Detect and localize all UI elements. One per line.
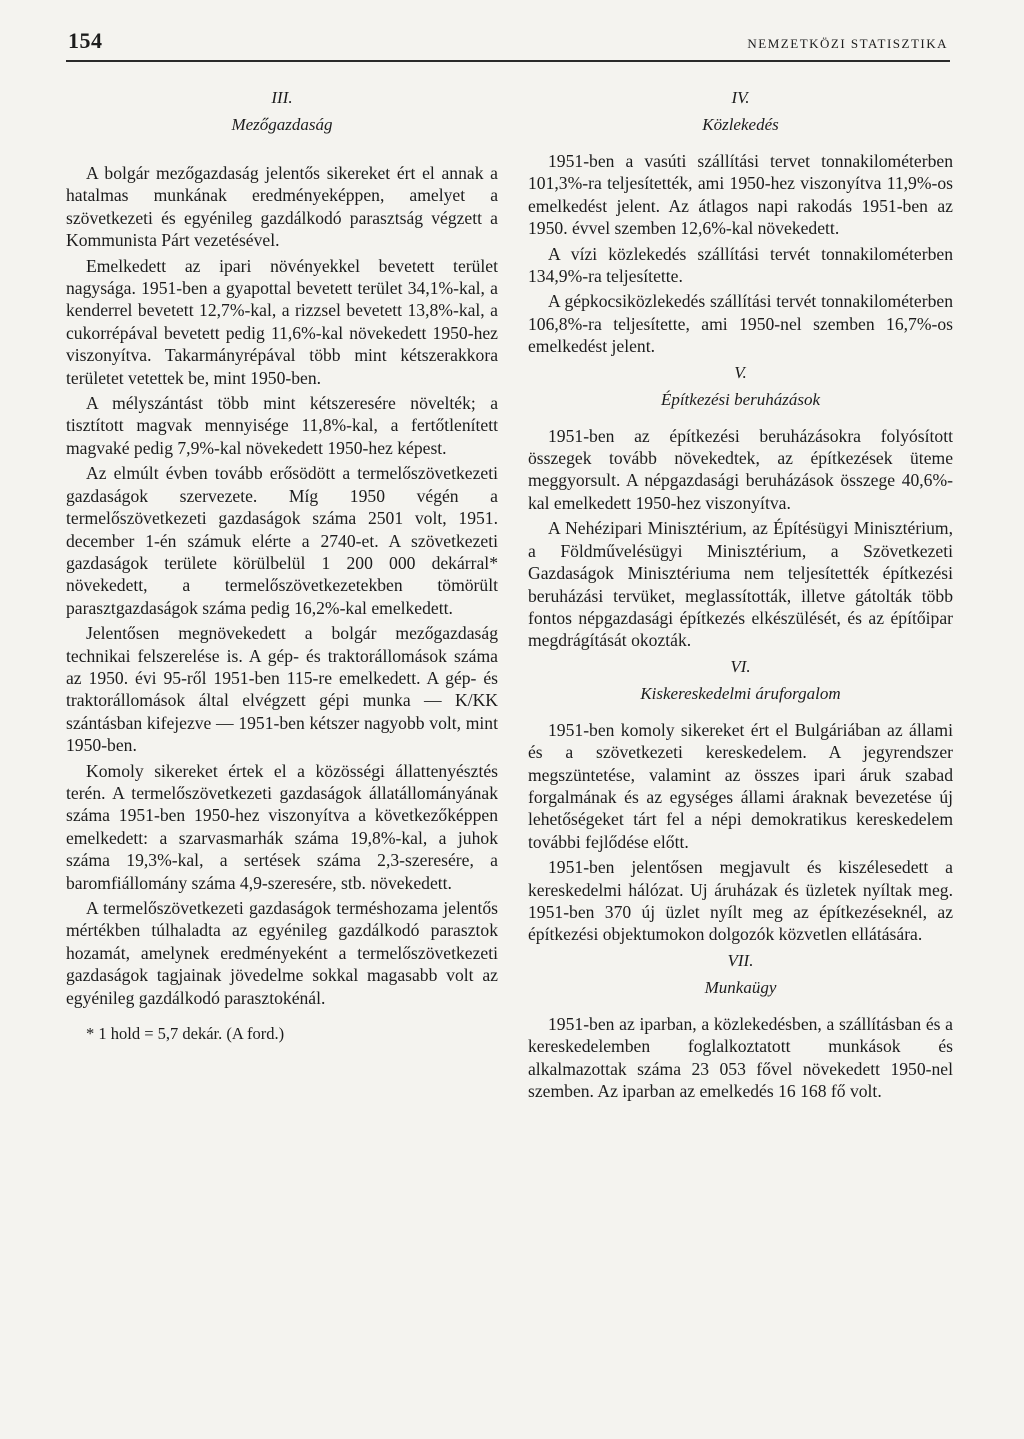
page-header xyxy=(68,28,948,60)
paragraph: A termelőszövetkezeti gazdaságok terméshozama jelentős mértékben túlhaladta az egyénileg gazdálkodó parasztok hozamát, amelynek eredményeként a termelőszövetkezeti gazdaságok tagjainak jövedelme sokkal magasabb volt az egyénileg gazdálkodó parasztokénál. xyxy=(66,898,498,1008)
right-column xyxy=(528,86,953,1105)
section-title: Kiskereskedelmi áruforgalom xyxy=(640,683,841,703)
paragraph: A vízi közlekedés szállítási tervét tonnakilométerben 134,9%-ra teljesítette. xyxy=(528,243,953,287)
running-title: NEMZETKÖZI STATISZTIKA xyxy=(747,36,948,51)
paragraph: A gépkocsiközlekedés szállítási tervét tonnakilométerben 106,8%-ra teljesítette, ami 1950-nel szemben 16,7%-os emelkedést jelent. xyxy=(528,291,953,357)
paragraph: 1951-ben jelentősen megjavult és kiszélesedett a kereskedelmi hálózat. Uj áruházak és üzletek nyíltak meg. 1951-ben 370 új üzlet nyílt meg az építkezéseknél, az építkezési objektumokon dolgozók közvetlen ellátására. xyxy=(528,857,953,945)
section-number: V. xyxy=(734,362,747,382)
section-title: Közlekedés xyxy=(702,115,779,134)
paragraph: Emelkedett az ipari növényekkel bevetett terület nagysága. 1951-ben a gyapottal bevetett terület 34,1%-kal, a kenderrel bevetett 12,7%-kal, a rizzsel bevetett 13,8%-kal, a cukorrépával bevetett pedig 11,6%-kal növekedett 1950-hez viszonyítva. Takarmányrépával több mint kétszerakkora területet vetettek be, mint 1950-ben. xyxy=(66,255,498,388)
section-title: Munkaügy xyxy=(704,977,777,997)
paragraph: A Nehézipari Minisztérium, az Építésügyi Minisztérium, a Földművelésügyi Minisztérium, a Szövetkezeti Gazdaságok Minisztériuma nem teljesítették építkezési beruházási tervüket, meglassították, illetve gátolták több fontos népgazdasági építkezés elkészülését, és az építőipar megdrágítását okozták. xyxy=(528,518,953,651)
footnote: * 1 hold = 5,7 dekár. (A ford.) xyxy=(86,1024,285,1044)
page-number: 154 xyxy=(68,28,103,53)
paragraph: A mélyszántást több mint kétszeresére növelték; a tisztított magvak mennyisége 11,8%-kal, a fertőtlenített magvaké pedig 7,9%-kal növekedett 1950-hez képest. xyxy=(66,393,498,458)
section-number: VI. xyxy=(730,656,751,676)
section-title: Építkezési beruházások xyxy=(660,389,821,409)
left-column xyxy=(66,86,498,1045)
section-number: III. xyxy=(271,88,293,107)
paragraph: 1951-ben az iparban, a közlekedésben, a szállításban és a kereskedelemben foglalkoztatott munkások és alkalmazottak száma 23 053 fővel növekedett 1950-nel szemben. Az iparban az emelkedés 16 168 fő volt. xyxy=(528,1013,953,1101)
section-title: Mezőgazdaság xyxy=(231,115,333,134)
paragraph: A bolgár mezőgazdaság jelentős sikereket ért el annak a hatalmas munkának eredményeképpen, amelyet a szövetkezeti és egyénileg gazdálkodó parasztság végzett a Kommunista Párt vezetésével. xyxy=(66,163,498,251)
section-number: IV. xyxy=(731,88,750,107)
paragraph: 1951-ben komoly sikereket ért el Bulgáriában az állami és a szövetkezeti kereskedelem. A jegyrendszer megszüntetése, valamint az összes ipari áruk szabad forgalmának és az egységes állami áraknak bevezetése új lehetőségeket tárt fel a népi demokratikus kereskedelem további fejlődése előtt. xyxy=(528,719,953,852)
header-rule xyxy=(66,60,950,62)
section-number: VII. xyxy=(727,950,754,970)
paragraph: Jelentősen megnövekedett a bolgár mezőgazdaság technikai felszerelése is. A gép- és traktorállomások száma az 1950. évi 95-ről 1951-ben 115-re emelkedett. A gép- és traktorállomások által elvégzett gépi munka — K/KK szántásban kifejezve — 1951-ben kétszer nagyobb volt, mint 1950-ben. xyxy=(66,623,498,756)
paragraph: 1951-ben a vasúti szállítási tervet tonnakilométerben 101,3%-ra teljesítették, ami 1950-hez viszonyítva 11,9%-os emelkedést jelent. Az átlagos napi rakodás 1951-ben az 1950. évvel szemben 12,6%-kal növekedett. xyxy=(528,151,953,239)
paragraph: Komoly sikereket értek el a közösségi állattenyésztés terén. A termelőszövetkezeti gazdaságok állatállományának száma 1951-ben 1950-hez viszonyítva a következőképpen emelkedett: a szarvasmarhák száma 19,8%-kal, a juhok száma 19,3%-kal, a sertések száma 2,3-szeresére, a baromfiállomány száma 4,9-szeresére, stb. növekedett. xyxy=(66,760,498,893)
paragraph: Az elmúlt évben tovább erősödött a termelőszövetkezeti gazdaságok szervezete. Míg 1950 végén a termelőszövetkezeti gazdaságok száma 2501 volt, 1951. december 1-én számuk elérte a 2740-et. A szövetkezeti gazdaságok területe körülbelül 1 200 000 dekárral* növekedett, a termelőszövetkezetekben tömörült parasztgazdaságok száma pedig 16,2%-kal emelkedett. xyxy=(66,463,498,618)
paragraph: 1951-ben az építkezési beruházásokra folyósított összegek tovább növekedtek, az építkezések üteme meggyorsult. A népgazdasági beruházások összege 40,6%-kal emelkedett 1950-hez viszonyítva. xyxy=(528,425,953,513)
